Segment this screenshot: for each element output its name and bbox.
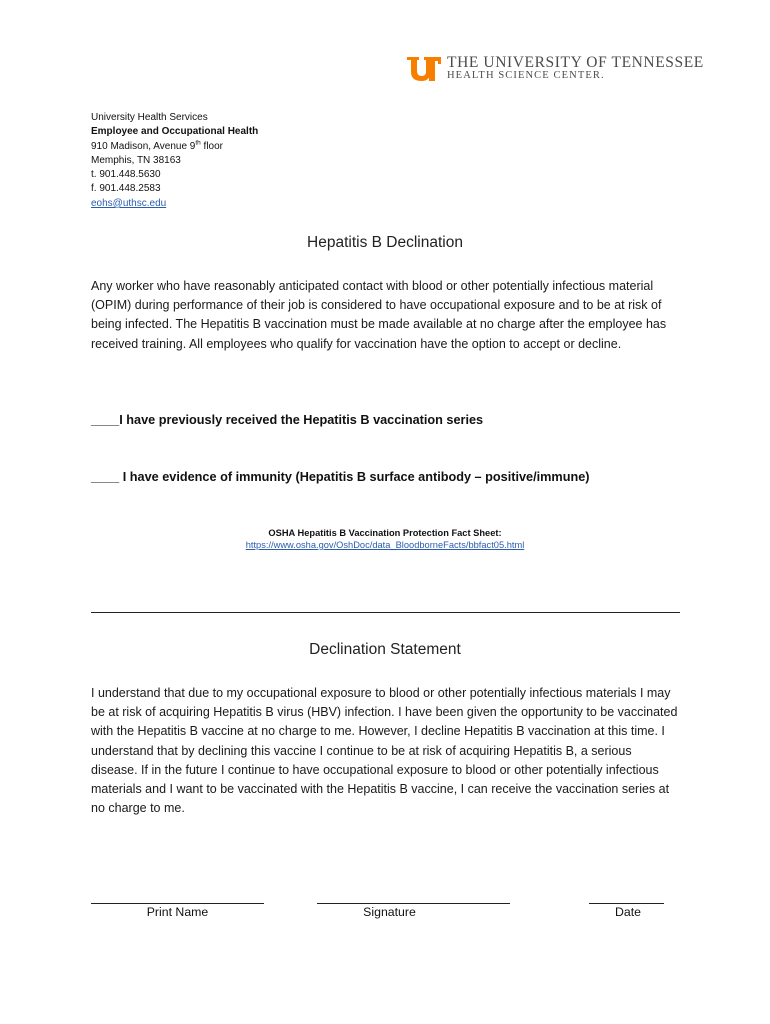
declination-intro: Any worker who have reasonably anticipated contact with blood or other potentially infectious material (OPIM) during performance of their job is considered to have occupational exposure and to be at risk of being infected. The Hepatitis B vaccination must be made available at no charge after the employee has received training. All employees who qualify for vaccination have the option to accept or decline.: [91, 279, 667, 351]
department-name: University Health Services: [91, 112, 208, 123]
street-address-main: 910 Madison, Avenue 9: [91, 140, 196, 152]
declination-title: Hepatitis B Declination: [307, 234, 463, 251]
street-address-ordinal: th: [195, 139, 201, 147]
statement-body: I understand that due to my occupational exposure to blood or other potentially infectious materials I may be at risk of acquiring Hepatitis B virus (HBV) infection. I have been given the opportunity to be vaccinated with the Hepatitis B vaccine at no charge to me. However, I decline Hepatitis B vaccination at this time. I understand that by declining this vaccine I continue to be at risk of acquiring Hepatitis B, a serious disease. If in the future I continue to have occupational exposure to blood or other potentially infectious materials and I want to be vaccinated with the Hepatitis B vaccine, I can receive the vaccination series at no charge to me.: [91, 686, 678, 816]
ut-logo-icon: [405, 57, 441, 81]
fact-sheet-label: OSHA Hepatitis B Vaccination Protection Fact Sheet:: [268, 528, 502, 538]
option-previously-vaccinated[interactable]: ____I have previously received the Hepatitis B vaccination series: [91, 413, 484, 427]
address-block: [91, 111, 258, 211]
signature-line[interactable]: [317, 903, 510, 904]
office-name: Employee and Occupational Health: [91, 126, 259, 138]
print-name-label: Print Name: [146, 905, 209, 919]
section-divider: [91, 612, 680, 613]
statement-title: Declination Statement: [309, 641, 461, 658]
email-link[interactable]: eohs@uthsc.edu: [91, 197, 167, 209]
telephone: t. 901.448.5630: [91, 169, 161, 181]
print-name-line[interactable]: [91, 903, 264, 904]
logo-university-name: THE UNIVERSITY OF TENNESSEE: [447, 54, 704, 71]
uthsc-logo: [405, 54, 704, 85]
date-line[interactable]: [589, 903, 664, 904]
fact-sheet-link[interactable]: https://www.osha.gov/OshDoc/data_BloodborneFacts/bbfact05.html: [245, 540, 525, 550]
logo-health-science-center: HEALTH SCIENCE CENTER.: [447, 70, 605, 81]
fax: f. 901.448.2583: [91, 183, 161, 195]
option-evidence-of-immunity[interactable]: ____ I have evidence of immunity (Hepatitis B surface antibody – positive/immune): [91, 470, 590, 484]
city-state-zip: Memphis, TN 38163: [91, 154, 181, 166]
street-address: [91, 140, 258, 154]
street-address-floor: floor: [200, 140, 223, 152]
date-label: Date: [615, 905, 641, 919]
signature-label: Signature: [363, 905, 416, 919]
